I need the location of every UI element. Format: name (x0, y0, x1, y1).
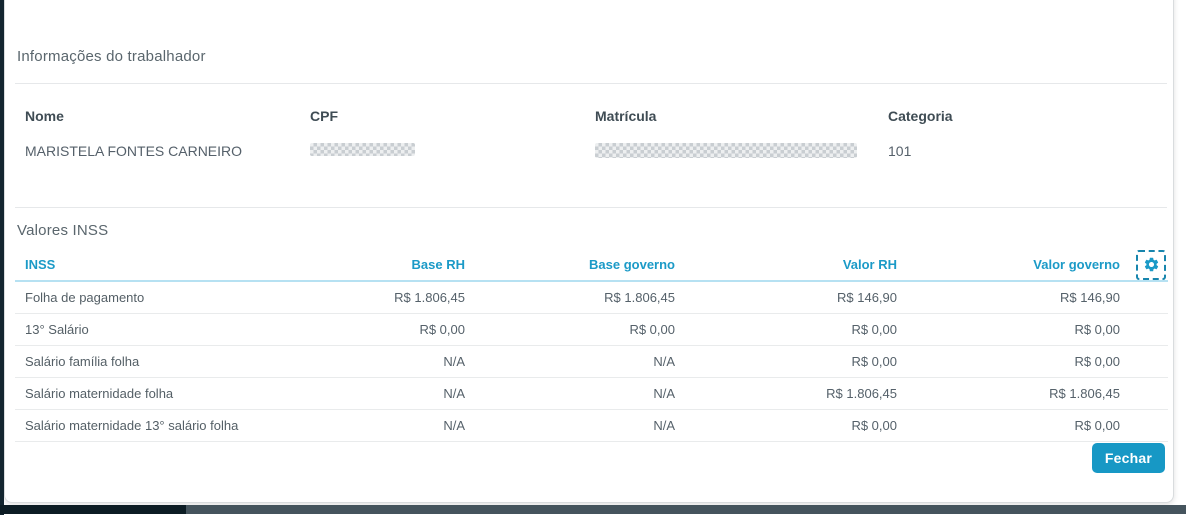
cell-empty (1120, 377, 1168, 409)
table-header-row (15, 249, 1168, 281)
column-header-inss: INSS (15, 249, 355, 281)
column-header-base-rh: Base RH (355, 249, 465, 281)
cpf-label: CPF (310, 108, 338, 124)
cell-valor-governo: R$ 146,90 (897, 281, 1120, 313)
cell-base-governo: N/A (465, 409, 675, 441)
column-header-base-governo: Base governo (465, 249, 675, 281)
spacer (15, 161, 1167, 189)
cell-valor-rh: R$ 0,00 (675, 313, 897, 345)
cell-empty (1120, 345, 1168, 377)
cell-empty (1120, 313, 1168, 345)
field-cpf (310, 108, 595, 161)
worker-info-grid (15, 108, 1167, 161)
nome-value: MARISTELA FONTES CARNEIRO (25, 143, 243, 159)
cell-valor-governo: R$ 0,00 (897, 313, 1120, 345)
row-label: 13° Salário (15, 313, 355, 345)
nome-label: Nome (25, 108, 64, 124)
row-label: Salário maternidade 13° salário folha (15, 409, 355, 441)
cell-base-rh: N/A (355, 377, 465, 409)
cell-base-governo: N/A (465, 345, 675, 377)
categoria-label: Categoria (888, 108, 953, 124)
table-row (15, 281, 1168, 313)
row-label: Salário maternidade folha (15, 377, 355, 409)
horizontal-scrollbar[interactable] (0, 505, 1186, 514)
categoria-value: 101 (888, 143, 912, 159)
table-row (15, 409, 1168, 441)
cell-valor-rh: R$ 0,00 (675, 409, 897, 441)
matricula-label: Matrícula (595, 108, 657, 124)
column-header-valor-rh: Valor RH (675, 249, 897, 281)
table-row (15, 313, 1168, 345)
cell-base-governo: R$ 0,00 (465, 313, 675, 345)
field-categoria (888, 108, 1167, 161)
cell-valor-governo: R$ 0,00 (897, 409, 1120, 441)
cell-empty (1120, 281, 1168, 313)
gear-icon (1143, 256, 1160, 273)
field-matricula (595, 108, 888, 161)
cell-valor-rh: R$ 1.806,45 (675, 377, 897, 409)
matricula-value-redacted (595, 143, 857, 158)
section-divider (15, 207, 1167, 208)
cell-valor-rh: R$ 146,90 (675, 281, 897, 313)
inss-section-title: Valores INSS (17, 222, 109, 239)
row-label: Salário família folha (15, 345, 355, 377)
page-background-edge (0, 0, 4, 515)
row-label: Folha de pagamento (15, 281, 355, 313)
cell-empty (1120, 409, 1168, 441)
cell-base-governo: R$ 1.806,45 (465, 281, 675, 313)
inss-values-table (15, 249, 1168, 442)
close-button[interactable]: Fechar (1092, 443, 1165, 473)
cpf-value (310, 143, 595, 159)
cell-valor-rh: R$ 0,00 (675, 345, 897, 377)
cell-valor-governo: R$ 0,00 (897, 345, 1120, 377)
field-nome (25, 108, 310, 161)
horizontal-scrollbar-thumb[interactable] (0, 505, 186, 514)
modal-content (5, 0, 1173, 502)
cell-base-rh: R$ 0,00 (355, 313, 465, 345)
cell-base-rh: N/A (355, 409, 465, 441)
cell-base-rh: N/A (355, 345, 465, 377)
table-row (15, 377, 1168, 409)
worker-details-modal (4, 0, 1174, 503)
table-settings-button[interactable] (1136, 250, 1166, 280)
column-header-settings (1120, 249, 1168, 281)
cell-base-governo: N/A (465, 377, 675, 409)
cell-base-rh: R$ 1.806,45 (355, 281, 465, 313)
column-header-valor-governo: Valor governo (897, 249, 1120, 281)
section-divider (15, 83, 1167, 84)
matricula-value (595, 143, 888, 161)
cpf-value-redacted (310, 143, 415, 156)
table-row (15, 345, 1168, 377)
modal-footer (1092, 443, 1165, 473)
worker-section-title: Informações do trabalhador (17, 48, 206, 65)
cell-valor-governo: R$ 1.806,45 (897, 377, 1120, 409)
